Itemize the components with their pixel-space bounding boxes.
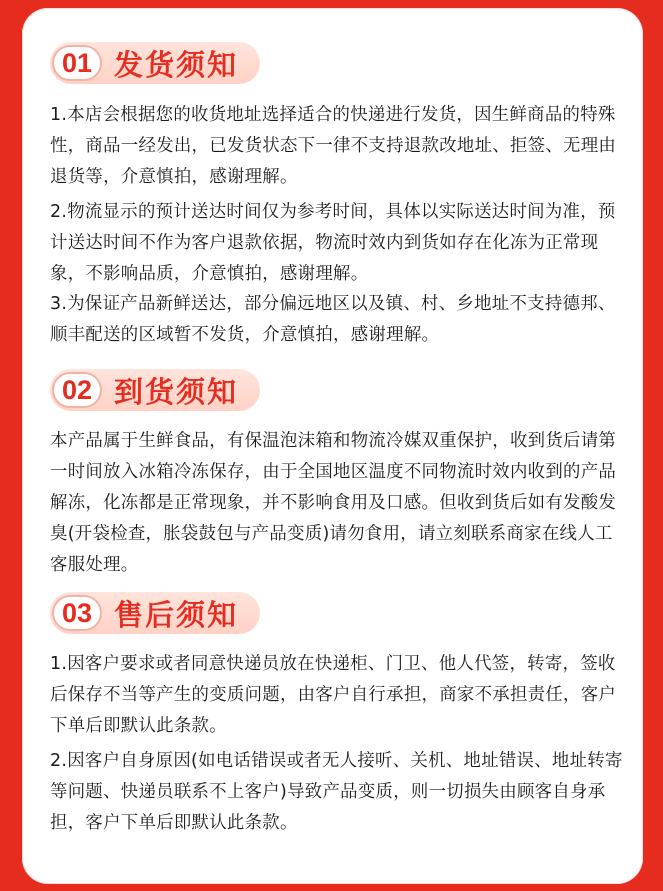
section-number: 01 bbox=[52, 45, 102, 81]
section-title: 发货须知 bbox=[114, 47, 239, 82]
section-title: 到货须知 bbox=[114, 374, 239, 409]
section-number: 03 bbox=[52, 595, 102, 631]
section-header-arrival bbox=[50, 369, 260, 411]
section-pill bbox=[50, 42, 260, 84]
after-sales-paragraph-1: 1.因客户要求或者同意快递员放在快递柜、门卫、他人代签，转寄，签收后保存不当等产生的变质问题，由客户自行承担，商家不承担责任，客户下单后即默认此条款。 bbox=[50, 654, 617, 736]
section-header-shipping bbox=[50, 42, 260, 84]
shipping-paragraph-2: 2.物流显示的预计送达时间仅为参考时间，具体以实际送达时间为准，预计送达时间不作为客户退款依据，物流时效内到货如存在化冻为正常现象，不影响品质，介意慎拍，感谢理解。 bbox=[50, 202, 616, 284]
section-title: 售后须知 bbox=[114, 597, 239, 632]
shipping-paragraph-3: 3.为保证产品新鲜送达，部分偏远地区以及镇、村、乡地址不支持德邦、顺丰配送的区域暂不发货，介意慎拍，感谢理解。 bbox=[50, 294, 616, 345]
section-number: 02 bbox=[52, 372, 102, 408]
section-pill bbox=[50, 369, 260, 411]
section-pill bbox=[50, 592, 260, 634]
shipping-paragraph-1: 1.本店会根据您的收货地址选择适合的快递进行发货，因生鲜商品的特殊性，商品一经发出，已发货状态下一律不支持退款改地址、拒签、无理由退货等，介意慎拍，感谢理解。 bbox=[50, 105, 617, 187]
arrival-paragraph: 本产品属于生鲜食品，有保温泡沫箱和物流冷媒双重保护，收到货后请第一时间放入冰箱冷冻保存，由于全国地区温度不同物流时效内收到的产品解冻，化冻都是正常现象，并不影响食用及口感。但收到货后如有发酸发臭(开袋检查，胀袋鼓包与产品变质)请勿食用，请立刻联系商家在线人工客服处理。 bbox=[50, 431, 617, 575]
section-header-after-sales bbox=[50, 592, 260, 634]
after-sales-paragraph-2: 2.因客户自身原因(如电话错误或者无人接听、关机、地址错误、地址转寄等问题、快递员联系不上客户)导致产品变质，则一切损失由顾客自身承担，客户下单后即默认此条款。 bbox=[50, 751, 623, 833]
